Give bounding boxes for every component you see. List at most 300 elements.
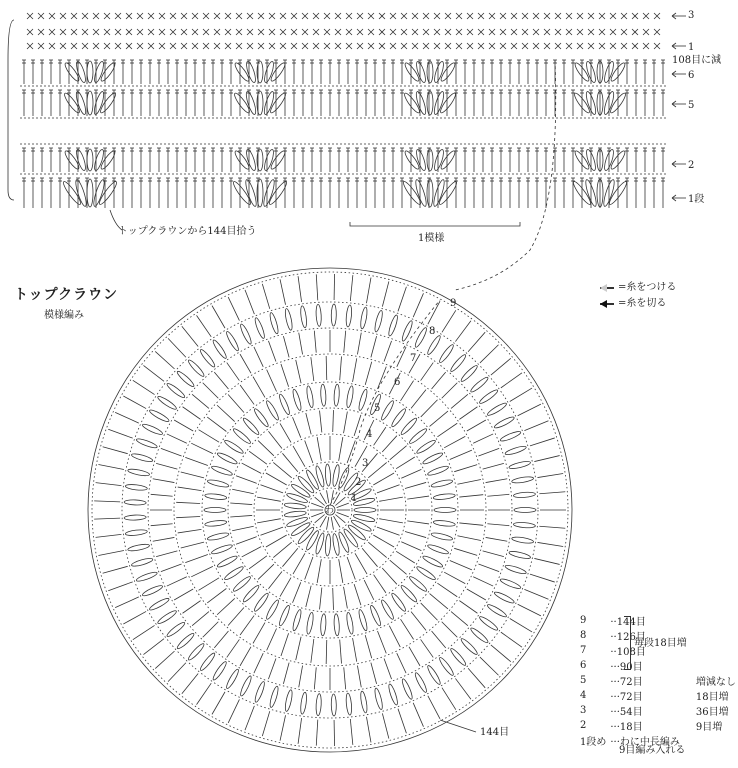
double-crochet-mark	[499, 60, 503, 84]
double-crochet-mark	[211, 90, 215, 116]
double-crochet-mark	[49, 178, 53, 208]
stitch-stroke-mark	[382, 713, 388, 738]
stitch-stroke-mark	[108, 429, 132, 438]
fan-petal-mark	[427, 91, 433, 115]
double-crochet-mark	[616, 148, 620, 172]
puff-stitch-mark	[427, 543, 449, 555]
stitch-stroke-mark	[467, 420, 486, 431]
double-crochet-mark	[481, 148, 485, 172]
single-crochet-mark	[654, 13, 660, 19]
stitch-stroke-mark	[428, 696, 440, 719]
single-crochet-mark	[434, 13, 440, 19]
double-crochet-mark	[661, 178, 665, 208]
double-crochet-mark	[652, 90, 656, 116]
single-crochet-mark	[104, 29, 110, 35]
double-crochet-mark	[454, 178, 458, 208]
stitch-stroke-mark	[230, 515, 252, 517]
stitch-stroke-mark	[143, 639, 164, 655]
single-crochet-mark	[203, 43, 209, 49]
stitch-stroke-mark	[344, 587, 348, 609]
double-crochet-mark	[382, 148, 386, 172]
single-crochet-mark	[588, 43, 594, 49]
stitch-stroke-mark	[296, 360, 301, 383]
double-crochet-mark	[571, 60, 575, 84]
puff-stitch-mark	[431, 479, 454, 489]
stitch-stroke-mark	[455, 321, 471, 342]
stitch-stroke-mark	[413, 703, 423, 727]
puff-stitch-mark	[125, 529, 147, 537]
puff-stitch-mark	[334, 384, 340, 406]
puff-stitch-mark	[401, 678, 414, 700]
stitch-stroke-mark	[510, 388, 532, 401]
puff-stitch-mark	[416, 565, 437, 581]
stitch-stroke-mark	[459, 523, 483, 525]
count-round: 3	[580, 705, 587, 716]
double-crochet-mark	[40, 60, 44, 84]
double-crochet-mark	[625, 148, 629, 172]
stitch-stroke-mark	[317, 437, 321, 461]
single-crochet-mark	[181, 43, 187, 49]
stitch-stroke-mark	[232, 489, 254, 494]
stitch-stroke-mark	[357, 333, 361, 355]
stitch-stroke-mark	[103, 566, 128, 573]
fan-petal-mark	[245, 61, 258, 84]
stitch-stroke-mark	[260, 527, 283, 535]
single-crochet-mark	[478, 29, 484, 35]
round-number-5: 5	[374, 403, 381, 414]
count-note	[682, 628, 738, 643]
stitch-stroke-mark	[382, 281, 388, 306]
puff-stitch-mark	[426, 664, 442, 685]
stitch-stroke-mark	[398, 709, 406, 734]
puff-stitch-mark	[127, 468, 150, 477]
fan-petal-mark	[75, 61, 88, 84]
fan-petal-mark	[87, 91, 93, 115]
stitch-stroke-mark	[411, 390, 426, 409]
stitch-stroke-mark	[534, 456, 559, 462]
puff-stitch-mark	[408, 575, 428, 593]
single-crochet-mark	[236, 29, 242, 35]
puff-stitch-mark	[216, 451, 238, 465]
stitch-stroke-mark	[357, 666, 361, 688]
stitch-stroke-mark	[151, 494, 173, 496]
puff-stitch-mark	[291, 609, 302, 632]
double-crochet-mark	[175, 90, 179, 116]
double-crochet-mark	[148, 90, 152, 116]
double-crochet-mark	[616, 178, 620, 208]
round-number-6: 6	[394, 377, 401, 388]
double-crochet-mark	[472, 178, 476, 208]
stitch-stroke-mark	[437, 583, 457, 597]
stitch-stroke-mark	[405, 531, 426, 537]
stitch-stroke-mark	[401, 381, 414, 401]
puff-stitch-mark	[314, 465, 325, 488]
count-row	[578, 658, 738, 673]
stitch-stroke-mark	[183, 407, 201, 420]
double-crochet-mark	[337, 148, 341, 172]
double-crochet-mark	[544, 60, 548, 84]
stitch-stroke-mark	[267, 628, 277, 650]
stitch-stroke-mark	[368, 542, 386, 557]
count-note: 増減なし	[695, 677, 736, 688]
fan-petal-mark	[427, 61, 433, 83]
puff-stitch-mark	[390, 592, 407, 613]
single-crochet-mark	[522, 29, 528, 35]
double-crochet-mark	[319, 178, 323, 208]
double-crochet-mark	[184, 148, 188, 172]
stitch-stroke-mark	[432, 631, 446, 648]
single-crochet-mark	[313, 43, 319, 49]
single-crochet-mark	[214, 29, 220, 35]
single-crochet-mark	[500, 43, 506, 49]
single-crochet-mark	[115, 43, 121, 49]
count-count: ··126目	[610, 632, 646, 643]
puff-stitch-mark	[504, 564, 526, 575]
puff-stitch-mark	[380, 599, 395, 621]
stitch-stroke-mark	[174, 589, 193, 600]
stitch-stroke-mark	[94, 518, 120, 519]
double-crochet-mark	[499, 178, 503, 208]
stitch-stroke-mark	[442, 310, 456, 332]
double-crochet-mark	[319, 90, 323, 116]
stitch-stroke-mark	[240, 354, 251, 373]
stitch-stroke-mark	[334, 274, 335, 300]
single-crochet-mark	[203, 13, 209, 19]
stitch-stroke-mark	[227, 363, 240, 381]
stitch-stroke-mark	[377, 367, 386, 389]
double-crochet-mark	[544, 90, 548, 116]
double-crochet-mark	[481, 90, 485, 116]
puff-stitch-mark	[400, 417, 419, 436]
crown-title: トップクラウン	[14, 287, 119, 303]
stitch-stroke-mark	[254, 347, 263, 367]
stitch-stroke-mark	[344, 412, 348, 434]
double-crochet-mark	[337, 60, 341, 84]
double-crochet-mark	[652, 178, 656, 208]
single-crochet-mark	[247, 13, 253, 19]
puff-stitch-mark	[414, 672, 429, 694]
puff-stitch-mark	[278, 393, 291, 415]
double-crochet-mark	[40, 178, 44, 208]
double-crochet-mark	[517, 148, 521, 172]
stitch-stroke-mark	[366, 717, 371, 743]
band-chart	[8, 13, 686, 290]
double-crochet-mark	[193, 148, 197, 172]
puff-stitch-mark	[427, 465, 449, 477]
stitch-stroke-mark	[327, 490, 329, 503]
single-crochet-mark	[599, 29, 605, 35]
fan-petal-mark	[75, 149, 88, 172]
stitch-stroke-mark	[468, 668, 485, 688]
legend-cut-yarn: =糸を切る	[600, 294, 666, 309]
fan-petal-mark	[87, 61, 93, 83]
stitch-stroke-mark	[181, 472, 204, 478]
single-crochet-mark	[346, 13, 352, 19]
stitch-stroke-mark	[454, 465, 477, 472]
double-crochet-mark	[652, 60, 656, 84]
stitch-stroke-mark	[333, 410, 334, 432]
double-crochet-mark	[355, 148, 359, 172]
stitch-stroke-mark	[486, 479, 508, 483]
stitch-stroke-mark	[123, 396, 146, 409]
count-round: 2	[580, 720, 587, 731]
stitch-stroke-mark	[253, 623, 265, 644]
single-crochet-mark	[71, 43, 77, 49]
single-crochet-mark	[621, 29, 627, 35]
stitch-stroke-mark	[483, 551, 504, 557]
double-crochet-mark	[445, 148, 449, 172]
double-crochet-mark	[463, 178, 467, 208]
stitch-stroke-mark	[371, 663, 377, 684]
stitch-stroke-mark	[401, 469, 421, 478]
stitch-stroke-mark	[268, 658, 276, 679]
puff-stitch-mark	[284, 308, 294, 331]
single-crochet-mark	[137, 43, 143, 49]
single-crochet-mark	[335, 43, 341, 49]
double-crochet-mark	[580, 148, 584, 172]
single-crochet-mark	[203, 29, 209, 35]
stitch-stroke-mark	[340, 640, 342, 664]
stitch-stroke-mark	[454, 548, 477, 555]
double-crochet-mark	[472, 148, 476, 172]
stitch-stroke-mark	[353, 358, 357, 382]
stitch-stroke-mark	[167, 577, 187, 586]
stitch-stroke-mark	[339, 437, 343, 461]
puff-stitch-mark	[284, 502, 306, 510]
stitch-stroke-mark	[123, 611, 146, 624]
stitch-stroke-mark	[103, 447, 128, 454]
single-crochet-mark	[302, 13, 308, 19]
puff-stitch-mark	[320, 384, 326, 406]
stitch-stroke-mark	[280, 279, 286, 304]
stitch-stroke-mark	[182, 673, 198, 693]
puff-stitch-mark	[211, 339, 228, 360]
stitch-stroke-mark	[397, 653, 406, 673]
round-number-8: 8	[429, 326, 436, 337]
double-crochet-mark	[310, 60, 314, 84]
row-label-6: 6	[688, 70, 695, 81]
single-crochet-mark	[181, 29, 187, 35]
single-crochet-mark	[467, 43, 473, 49]
fan-petal-mark	[267, 180, 288, 206]
stitch-stroke-mark	[311, 357, 314, 381]
single-crochet-mark	[500, 29, 506, 35]
single-crochet-mark	[379, 13, 385, 19]
stitch-stroke-mark	[468, 332, 485, 352]
puff-stitch-mark	[207, 532, 230, 542]
double-crochet-mark	[220, 178, 224, 208]
stitch-stroke-mark	[397, 347, 406, 367]
double-crochet-mark	[211, 148, 215, 172]
double-crochet-mark	[400, 60, 404, 84]
double-crochet-mark	[301, 90, 305, 116]
stitch-stroke-mark	[192, 394, 209, 408]
single-crochet-mark	[390, 13, 396, 19]
double-crochet-mark	[571, 148, 575, 172]
stitch-stroke-mark	[115, 412, 139, 423]
double-crochet-mark	[409, 60, 413, 84]
stitch-stroke-mark	[273, 462, 291, 477]
stitch-stroke-mark	[155, 351, 174, 368]
stitch-stroke-mark	[156, 551, 177, 557]
double-crochet-mark	[184, 60, 188, 84]
stitch-stroke-mark	[245, 290, 254, 314]
stitch-stroke-mark	[176, 516, 200, 517]
stitch-stroke-mark	[401, 542, 421, 551]
single-crochet-mark	[148, 29, 154, 35]
single-crochet-mark	[93, 13, 99, 19]
stitch-stroke-mark	[191, 566, 213, 576]
single-crochet-mark	[225, 13, 231, 19]
double-crochet-mark	[346, 60, 350, 84]
count-row	[578, 673, 738, 688]
puff-stitch-mark	[253, 681, 266, 703]
single-crochet-mark	[357, 29, 363, 35]
single-crochet-mark	[346, 29, 352, 35]
stitch-stroke-mark	[156, 463, 177, 469]
stitch-stroke-mark	[451, 612, 468, 626]
single-crochet-mark	[60, 29, 66, 35]
count-row	[578, 613, 738, 628]
stitch-stroke-mark	[518, 404, 541, 416]
single-crochet-mark	[247, 43, 253, 49]
double-crochet-mark	[643, 90, 647, 116]
count-note	[682, 658, 738, 673]
stitch-stroke-mark	[217, 598, 235, 614]
ring-label: わ	[325, 506, 335, 516]
double-crochet-mark	[139, 148, 143, 172]
count-note	[682, 643, 738, 658]
fan-petal-mark	[427, 149, 433, 171]
stitch-stroke-mark	[530, 438, 555, 446]
single-crochet-mark	[324, 13, 330, 19]
double-crochet-mark	[166, 178, 170, 208]
stitch-stroke-mark	[411, 612, 426, 631]
puff-stitch-mark	[314, 532, 325, 555]
puff-stitch-mark	[373, 688, 383, 711]
count-round: 4	[580, 690, 587, 701]
single-crochet-mark	[445, 13, 451, 19]
single-crochet-mark	[148, 43, 154, 49]
stitch-stroke-mark	[293, 553, 305, 574]
stitch-stroke-mark	[421, 363, 434, 381]
stitch-stroke-mark	[421, 400, 438, 417]
stitch-stroke-mark	[266, 473, 287, 485]
double-crochet-mark	[310, 178, 314, 208]
stitch-stroke-mark	[459, 601, 477, 614]
puff-stitch-mark	[232, 427, 252, 445]
stitch-stroke-mark	[354, 415, 361, 436]
row-label-3: 3	[688, 10, 695, 21]
double-crochet-mark	[301, 148, 305, 172]
single-crochet-mark	[401, 43, 407, 49]
stitch-stroke-mark	[262, 711, 269, 736]
single-crochet-mark	[390, 43, 396, 49]
round-number-1: 1	[351, 493, 358, 504]
stitch-stroke-mark	[316, 274, 318, 300]
puff-stitch-mark	[478, 388, 499, 405]
double-crochet-mark	[373, 60, 377, 84]
stitch-stroke-mark	[457, 479, 481, 484]
single-crochet-mark	[621, 13, 627, 19]
double-crochet-mark	[211, 60, 215, 84]
puff-stitch-mark	[199, 652, 217, 672]
stitch-stroke-mark	[249, 451, 267, 464]
puff-stitch-mark	[513, 492, 535, 499]
fan-petal-mark	[439, 92, 458, 115]
stitch-stroke-mark	[377, 631, 386, 653]
double-crochet-mark	[553, 90, 557, 116]
stitch-stroke-mark	[228, 607, 244, 625]
double-crochet-mark	[517, 60, 521, 84]
double-crochet-mark	[292, 148, 296, 172]
stitch-stroke-mark	[236, 537, 257, 545]
puff-stitch-mark	[478, 615, 499, 632]
stitch-stroke-mark	[182, 326, 198, 346]
double-crochet-mark	[508, 148, 512, 172]
stitch-stroke-mark	[487, 524, 509, 526]
count-count: ···18目	[610, 722, 643, 733]
double-crochet-mark	[472, 90, 476, 116]
double-crochet-mark	[292, 60, 296, 84]
puff-stitch-mark	[438, 656, 455, 677]
single-crochet-mark	[313, 13, 319, 19]
puff-stitch-mark	[141, 422, 163, 436]
count-round: 1段め	[580, 737, 607, 748]
fan-petal-mark	[93, 61, 106, 84]
stitch-stroke-mark	[353, 638, 357, 662]
count-round: 9	[580, 615, 587, 626]
single-crochet-mark	[104, 43, 110, 49]
puff-stitch-mark	[125, 484, 147, 492]
puff-stitch-mark	[414, 327, 429, 349]
single-crochet-mark	[170, 43, 176, 49]
stitch-stroke-mark	[293, 446, 305, 467]
stitch-stroke-mark	[374, 427, 386, 445]
double-crochet-mark	[121, 60, 125, 84]
single-crochet-mark	[27, 29, 33, 35]
stitch-stroke-mark	[176, 502, 200, 503]
stitch-stroke-mark	[280, 715, 286, 740]
double-crochet-mark	[409, 178, 413, 208]
round-number-4: 4	[366, 429, 373, 440]
double-crochet-mark	[391, 148, 395, 172]
single-crochet-mark	[401, 13, 407, 19]
double-crochet-mark	[616, 90, 620, 116]
double-crochet-mark	[58, 178, 62, 208]
single-crochet-mark	[49, 29, 55, 35]
stitch-stroke-mark	[430, 594, 448, 609]
count-count: ···72目	[610, 692, 643, 703]
double-crochet-mark	[409, 148, 413, 172]
single-crochet-mark	[423, 13, 429, 19]
stitch-stroke-mark	[181, 542, 204, 548]
single-crochet-mark	[478, 13, 484, 19]
stitch-stroke-mark	[227, 639, 240, 657]
double-crochet-mark	[148, 60, 152, 84]
puff-stitch-mark	[216, 554, 238, 568]
puff-stitch-mark	[449, 353, 467, 373]
double-crochet-mark	[562, 60, 566, 84]
stitch-stroke-mark	[442, 383, 458, 399]
single-crochet-mark	[280, 29, 286, 35]
double-crochet-mark	[157, 148, 161, 172]
fan-petal-mark	[63, 92, 82, 115]
count-note	[682, 613, 738, 628]
stitch-stroke-mark	[167, 434, 187, 443]
stitch-stroke-mark	[421, 603, 438, 620]
double-crochet-mark	[202, 90, 206, 116]
